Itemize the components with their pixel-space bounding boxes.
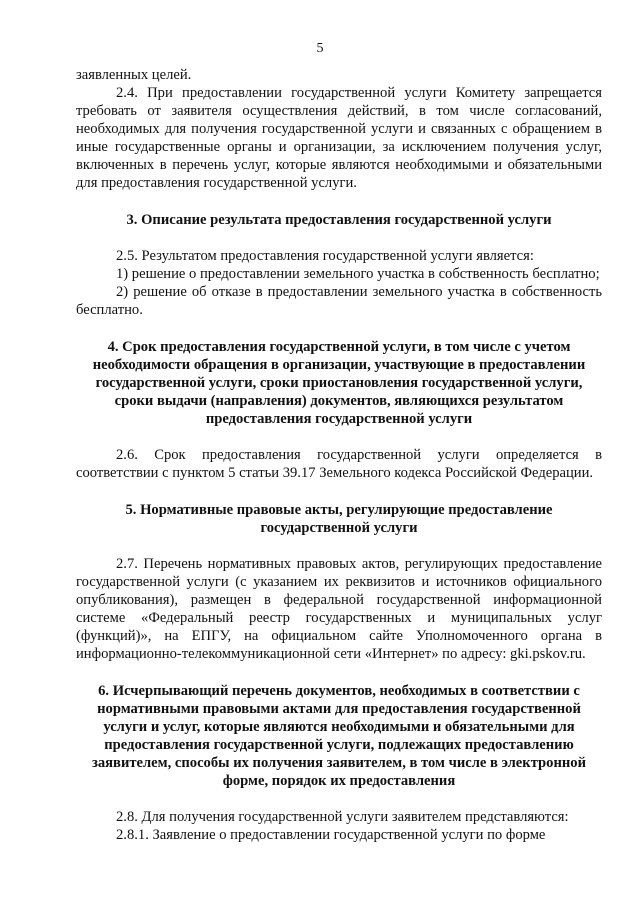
section-5-heading: 5. Нормативные правовые акты, регулирующие предоставление государственной услуги — [125, 502, 553, 536]
page-content — [76, 0, 602, 844]
paragraph-2-8-1: 2.8.1. Заявление о предоставлении государственной услуги по форме — [116, 827, 546, 843]
intro-fragment: заявленных целей. — [76, 67, 192, 83]
section-4-heading: 4. Срок предоставления государственной услуги, в том числе с учетом необходимости обращения в организации, участвующие в предоставлении государственной услуги, сроки приостановления государственной услуги, сроки выдачи (направления) документов, являющихся результатом предоставления государственной услуги — [92, 339, 586, 427]
paragraph-2-6: 2.6. Срок предоставления государственной услуги определяется в соответствии с пунктом 5 статьи 39.17 Земельного кодекса Российской Федерации. — [76, 447, 602, 481]
paragraph-2-4: 2.4. При предоставлении государственной услуги Комитету запрещается требовать от заявителя осуществления действий, в том числе согласований, необходимых для получения государственной услуги и связанных с обращением в иные государственные органы и организации, за исключением получения услуг, включенных в перечень услуг, которые являются необходимыми и обязательными для предоставления государственной услуги. — [76, 85, 602, 191]
result-item-2: 2) решение об отказе в предоставлении земельного участка в собственность бесплатно. — [76, 284, 602, 318]
page-number: 5 — [316, 41, 324, 56]
section-6-heading: 6. Исчерпывающий перечень документов, необходимых в соответствии с нормативными правовыми актами для предоставления государственной услуги и услуг, которые являются необходимыми и обязательными для предоставления государственной услуги, подлежащих предоставлению заявителем, способы их получения заявителем, в том числе в электронной форме, порядок их предоставления — [92, 683, 586, 789]
result-item-1: 1) решение о предоставлении земельного участка в собственность бесплатно; — [116, 266, 600, 282]
paragraph-2-8: 2.8. Для получения государственной услуги заявителем представляются: — [116, 809, 569, 825]
paragraph-2-5: 2.5. Результатом предоставления государственной услуги является: — [116, 248, 534, 264]
paragraph-2-7: 2.7. Перечень нормативных правовых актов, регулирующих предоставление государственной услуги (с указанием их реквизитов и источников официального опубликования), размещен в федеральной государственной информационной системе «Федеральный реестр государственных и муниципальных услуг (функций)», на ЕПГУ, на официальном сайте Уполномоченного органа в информационно-телекоммуникационной сети «Интернет» по адресу: gki.pskov.ru. — [76, 556, 602, 662]
section-3-heading: 3. Описание результата предоставления государственной услуги — [126, 212, 552, 228]
